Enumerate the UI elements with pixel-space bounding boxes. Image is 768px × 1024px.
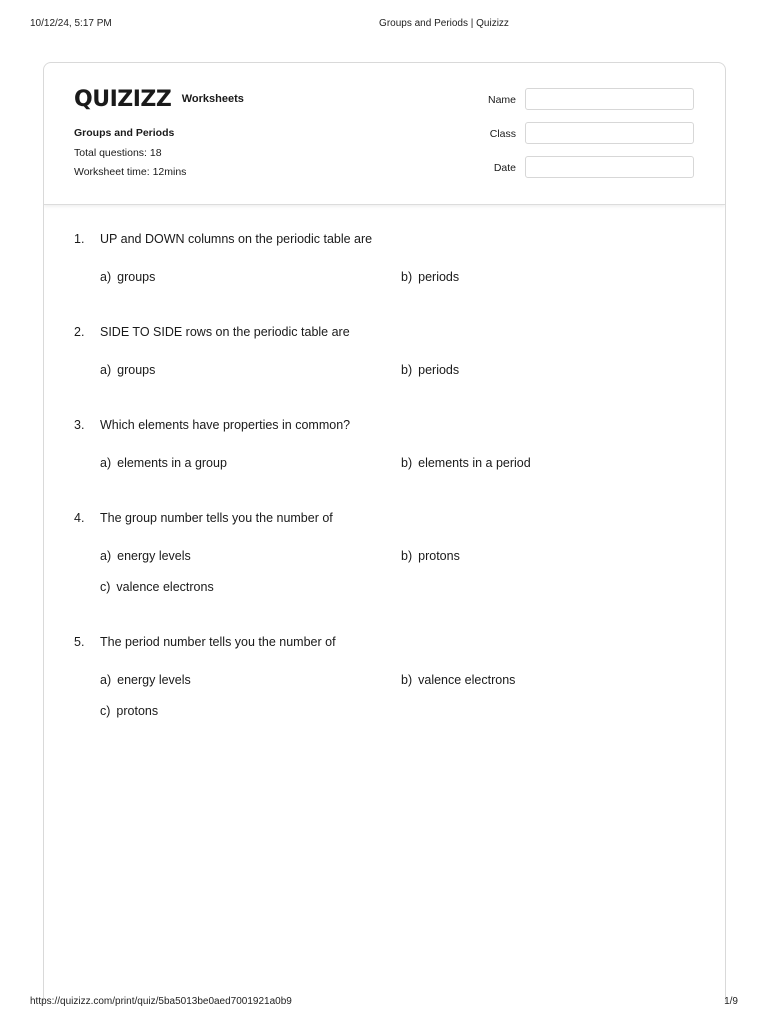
option-letter: b) <box>401 363 413 377</box>
question-number: 4. <box>74 511 85 525</box>
answer-option <box>100 549 191 563</box>
question-text: SIDE TO SIDE rows on the periodic table are <box>100 325 350 339</box>
answer-option <box>100 270 155 284</box>
option-text: energy levels <box>117 549 191 563</box>
option-text: periods <box>418 363 460 377</box>
option-text: protons <box>116 704 159 718</box>
question-number: 1. <box>74 232 85 246</box>
print-footer <box>30 996 738 1010</box>
logo-subtitle: Worksheets <box>181 92 244 105</box>
answer-option <box>401 673 515 687</box>
print-timestamp: 10/12/24, 5:17 PM <box>30 18 112 29</box>
total-questions: Total questions: 18 <box>74 147 162 159</box>
question-text: Which elements have properties in common? <box>100 418 351 432</box>
option-letter: a) <box>100 456 112 470</box>
question-text: UP and DOWN columns on the periodic table are <box>100 232 373 246</box>
option-text: energy levels <box>117 673 191 687</box>
class-label: Class <box>489 128 516 140</box>
worksheet-page <box>43 62 726 1002</box>
option-text: protons <box>418 549 460 563</box>
name-field[interactable] <box>525 88 694 110</box>
option-letter: a) <box>100 363 112 377</box>
answer-option <box>100 704 158 718</box>
question-text: The group number tells you the number of <box>100 511 333 525</box>
name-label: Name <box>487 94 516 106</box>
question-number: 3. <box>74 418 85 432</box>
logo-row <box>74 87 244 113</box>
class-field[interactable] <box>525 122 694 144</box>
page-number: 1/9 <box>724 996 738 1007</box>
option-text: groups <box>117 363 156 377</box>
question-stem <box>74 418 350 432</box>
answer-option <box>401 363 459 377</box>
option-text: elements in a period <box>418 456 531 470</box>
date-label: Date <box>493 162 516 174</box>
option-letter: c) <box>100 580 111 594</box>
option-letter: a) <box>100 673 112 687</box>
print-doc-title: Groups and Periods | Quizizz <box>379 18 509 29</box>
worksheet-header <box>44 63 725 205</box>
quizizz-logo: QUIZIZZ <box>74 87 172 112</box>
answer-option <box>100 673 191 687</box>
answer-option <box>401 549 460 563</box>
worksheet-time: Worksheet time: 12mins <box>74 166 187 178</box>
option-letter: b) <box>401 673 413 687</box>
question-number: 2. <box>74 325 85 339</box>
option-text: periods <box>418 270 460 284</box>
answer-option <box>100 363 155 377</box>
question-number: 5. <box>74 635 85 649</box>
option-letter: a) <box>100 549 112 563</box>
print-url[interactable]: https://quizizz.com/print/quiz/5ba5013be0aed7001921a0b9 <box>30 996 292 1007</box>
question-text: The period number tells you the number of <box>100 635 336 649</box>
option-text: valence electrons <box>116 580 214 594</box>
option-text: valence electrons <box>418 673 516 687</box>
answer-option <box>100 580 214 594</box>
question-stem <box>74 325 350 339</box>
question-stem <box>74 511 333 525</box>
question-stem <box>74 635 336 649</box>
answer-option <box>401 456 531 470</box>
option-letter: a) <box>100 270 112 284</box>
date-field[interactable] <box>525 156 694 178</box>
question-stem <box>74 232 372 246</box>
option-letter: c) <box>100 704 111 718</box>
option-letter: b) <box>401 270 413 284</box>
option-text: groups <box>117 270 156 284</box>
option-letter: b) <box>401 549 413 563</box>
option-letter: b) <box>401 456 413 470</box>
answer-option <box>100 456 227 470</box>
answer-option <box>401 270 459 284</box>
option-text: elements in a group <box>117 456 227 470</box>
worksheet-title: Groups and Periods <box>74 127 175 139</box>
print-header <box>30 18 738 34</box>
